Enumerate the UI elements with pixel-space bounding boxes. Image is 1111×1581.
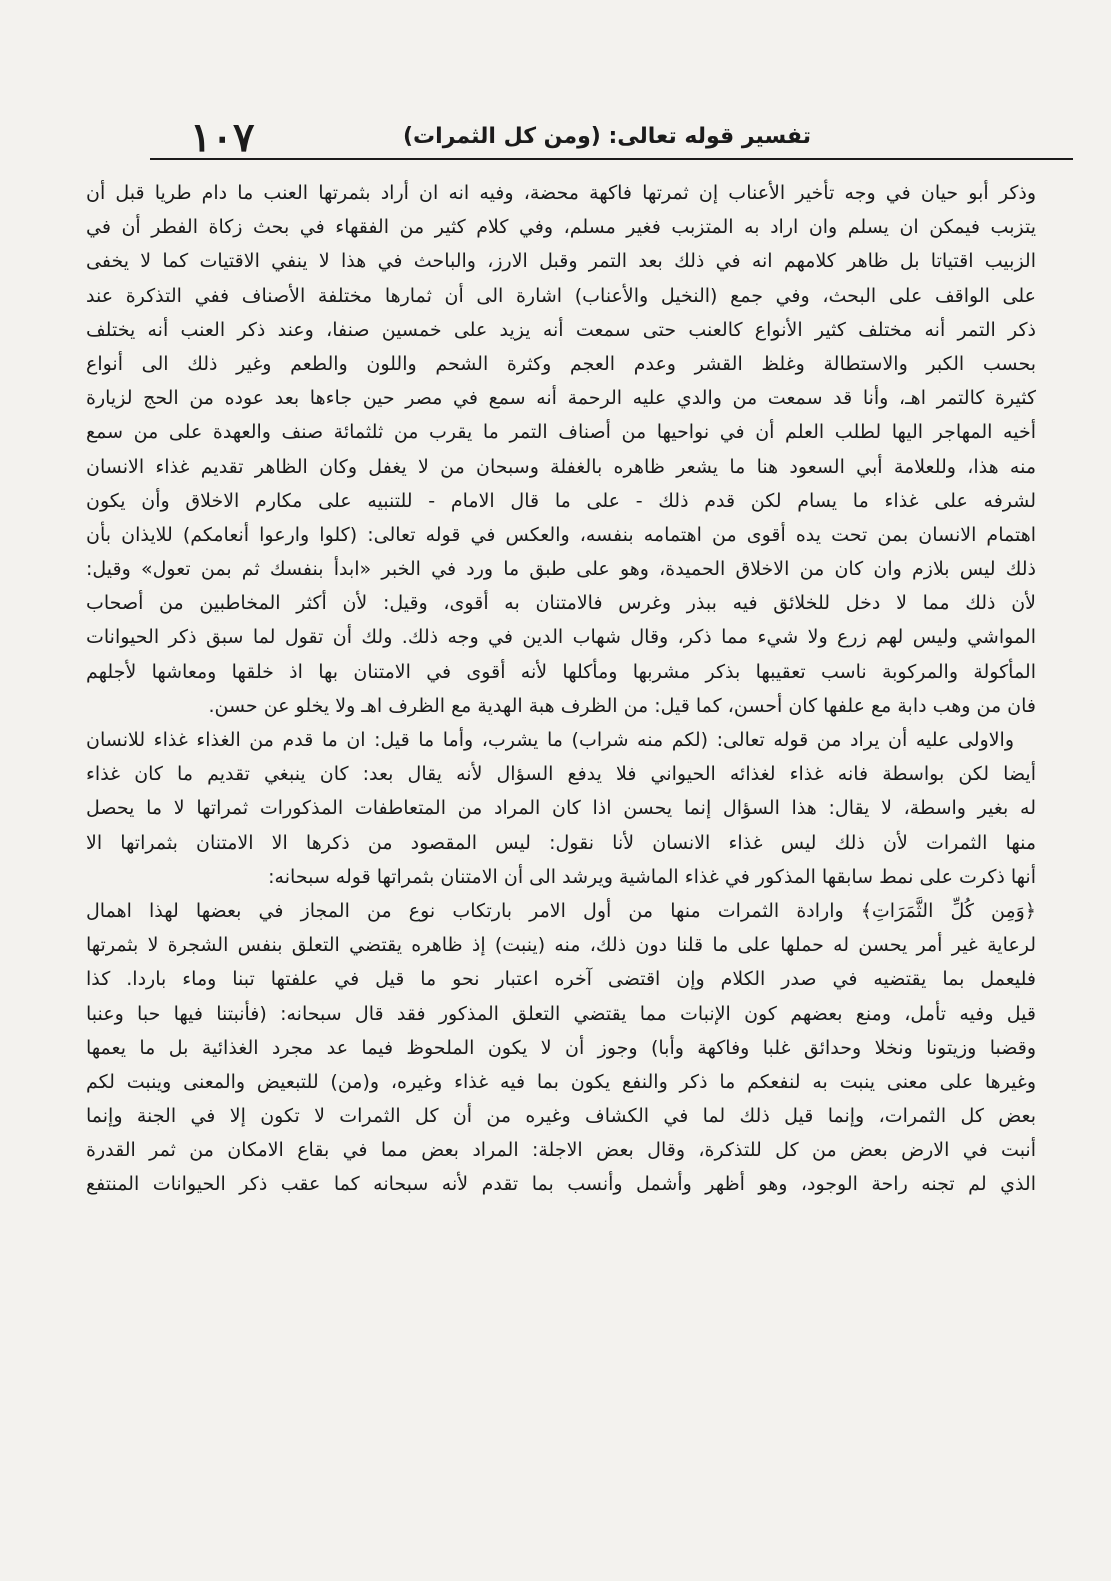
text-line: قيل وفيه تأمل، ومنع بعضهم كون الإنبات مما يقتضي التعلق المذكور فقد قال سبحانه: (فأنبتنا فيها حبا وعنبا (86, 1002, 1036, 1025)
text-line: ﴿وَمِن كُلِّ الثَّمَرَاتِ﴾ وارادة الثمرات منها من أول الامر بارتكاب نوع من المجاز في بعضها لهذا اهمال (86, 899, 1036, 922)
text-line: بحسب الكبر والاستطالة وغلظ القشر وعدم العجم وكثرة الشحم واللون والطعم وغير ذلك الى أنواع (86, 352, 1036, 375)
text-line: على الواقف على البحث، وفي جمع (النخيل والأعناب) اشارة الى أن ثمارها مختلفة الأصناف ففي التذكرة عند (86, 284, 1036, 307)
text-line: يتزبب فيمكن ان يسلم وان اراد به المتزبب فغير مسلم، وفي كلام كثير من الفقهاء في بحث زكاة الفطر أن في (86, 216, 1036, 239)
text-line: ذكر التمر أنه مختلف كثير الأنواع كالعنب حتى سمعت أنه يزيد على خمسين صنفا، وعند ذكر العنب أنه يختلف (86, 318, 1036, 341)
header-rule (150, 158, 1073, 160)
text-line: منها الثمرات لأن ذلك ليس غذاء الانسان لأنا نقول: ليس المقصود من ذكرها الا الامتنان بثمراتها الا (86, 831, 1036, 854)
text-line: الزبيب اقتياتا بل ظاهر كلامهم انه في ذلك بعد التمر وقبل الارز، والباحث في هذا لا ينفي الاقتيات كما لا يخفى (86, 250, 1036, 273)
running-title: تفسير قوله تعالى: (ومن كل الثمرات) (403, 124, 811, 149)
text-line: أنبت في الارض بعض من كل للتذكرة، وقال بعض الاجلة: المراد بعض مما في بقاع الامكان من ثمر القدرة (86, 1139, 1036, 1162)
page-number: ١٠٧ (190, 114, 255, 161)
text-line: اهتمام الانسان بمن تحت يده أقوى من اهتمامه بنفسه، والعكس في قوله تعالى: (كلوا وارعوا أنعامكم) للايذان بأن (86, 523, 1036, 546)
body-text (86, 176, 1036, 1202)
text-line: فان من وهب دابة مع علفها كان أحسن، كما قيل: من الظرف هبة الهدية مع الظرف اهـ ولا يخلو عن حسن. (208, 694, 1036, 717)
text-line: لشرفه على غذاء ما يسام لكن قدم ذلك - على ما قال الامام - للتنبيه على مكارم الاخلاق وأن يكون (86, 489, 1036, 512)
text-line: المواشي وليس لهم زرع ولا شيء مما ذكر، وقال شهاب الدين في وجه ذلك. ولك أن تقول لما سبق ذكر الحيوانات (86, 626, 1036, 649)
text-line: الذي لم تجنه راحة الوجود، وهو أظهر وأشمل وأنسب بما تقدم لأنه سبحانه كما عقب ذكر الحيوانات المنتفع (86, 1173, 1036, 1196)
text-line: ذلك ليس بلازم وان كان من الاخلاق الحميدة، وهو على طبق ما ورد في الخبر «ابدأ بنفسك ثم بمن تعول» وقيل: (86, 558, 1036, 581)
text-line: لرعاية غير أمر يحسن له حملها على ما قلنا دون ذلك، منه (ينبت) إذ ظاهره يقتضي التعلق بنفس الشجرة لا بثمرتها (86, 934, 1036, 957)
text-line: وقضبا وزيتونا ونخلا وحدائق غلبا وفاكهة وأبا) وجوز أن لا يكون الملحوظ فيما عد مجرد الغذائية بل ما يعمها (86, 1036, 1036, 1059)
text-line: المأكولة والمركوبة ناسب تعقيبها بذكر مشربها ومأكلها لأنه أقوى في الامتنان بها اذ خلقها ومعاشها لأجلهم (86, 660, 1036, 683)
text-line: له بغير واسطة، لا يقال: هذا السؤال إنما يحسن اذا كان المراد من المتعاطفات المذكورات ثمراتها لا ما يحصل (86, 797, 1036, 820)
text-line: أيضا لكن بواسطة فانه غذاء لغذائه الحيواني فلا يدفع السؤال لأنه يقال بعد: كان ينبغي تقديم ما كان غذاء (86, 763, 1036, 786)
text-line: والاولى عليه أن يراد من قوله تعالى: (لكم منه شراب) ما يشرب، وأما ما قيل: ان ما قدم من الغذاء غذاء للانسان (86, 729, 1014, 751)
text-line: أنها ذكرت على نمط سابقها المذكور في غذاء الماشية ويرشد الى أن الامتنان بثمراتها قوله سبحانه: (268, 865, 1036, 888)
page-header (150, 112, 1041, 160)
text-line: بعض كل الثمرات، وإنما قيل ذلك لما في الكشاف وغيره من أن كل الثمرات لا تكون إلا في الجنة وإنما (86, 1105, 1036, 1128)
text-line: لأن ذلك مما لا دخل للخلائق فيه ببذر وغرس فالامتنان به أقوى، وقيل: لأن أكثر المخاطبين من أصحاب (86, 592, 1036, 615)
text-line: وذكر أبو حيان في وجه تأخير الأعناب إن ثمرتها فاكهة محضة، وفيه انه ان أراد بثمرتها العنب ما دام طريا قبل أن (86, 182, 1036, 204)
text-line: فليعمل بما يقتضيه في صدر الكلام وإن اقتضى آخره اعتبار نحو ما قيل في علفتها تبنا وماء باردا. كذا (86, 968, 1036, 991)
text-line: أخيه المهاجر اليها لطلب العلم أن في نواحيها من أصناف التمر ما يقرب من ثلثمائة صنف والعهدة على من سمع (86, 421, 1036, 444)
text-line: وغيرها على معنى ينبت به لنفعكم ما ذكر والنفع يكون بما فيه غذاء وغيره، و(من) للتبعيض والمعنى وينبت لكم (86, 1070, 1036, 1093)
text-line: كثيرة كالتمر اهـ، وأنا قد سمعت من والدي عليه الرحمة أنه سمع في مصر حين جاءها بعد عوده من الحج لزيارة (86, 387, 1036, 410)
text-line: منه هذا، وللعلامة أبي السعود هنا ما يشعر ظاهره بالغفلة وسبحان من لا يغفل وكان الظاهر تقديم غذاء الانسان (86, 455, 1036, 478)
